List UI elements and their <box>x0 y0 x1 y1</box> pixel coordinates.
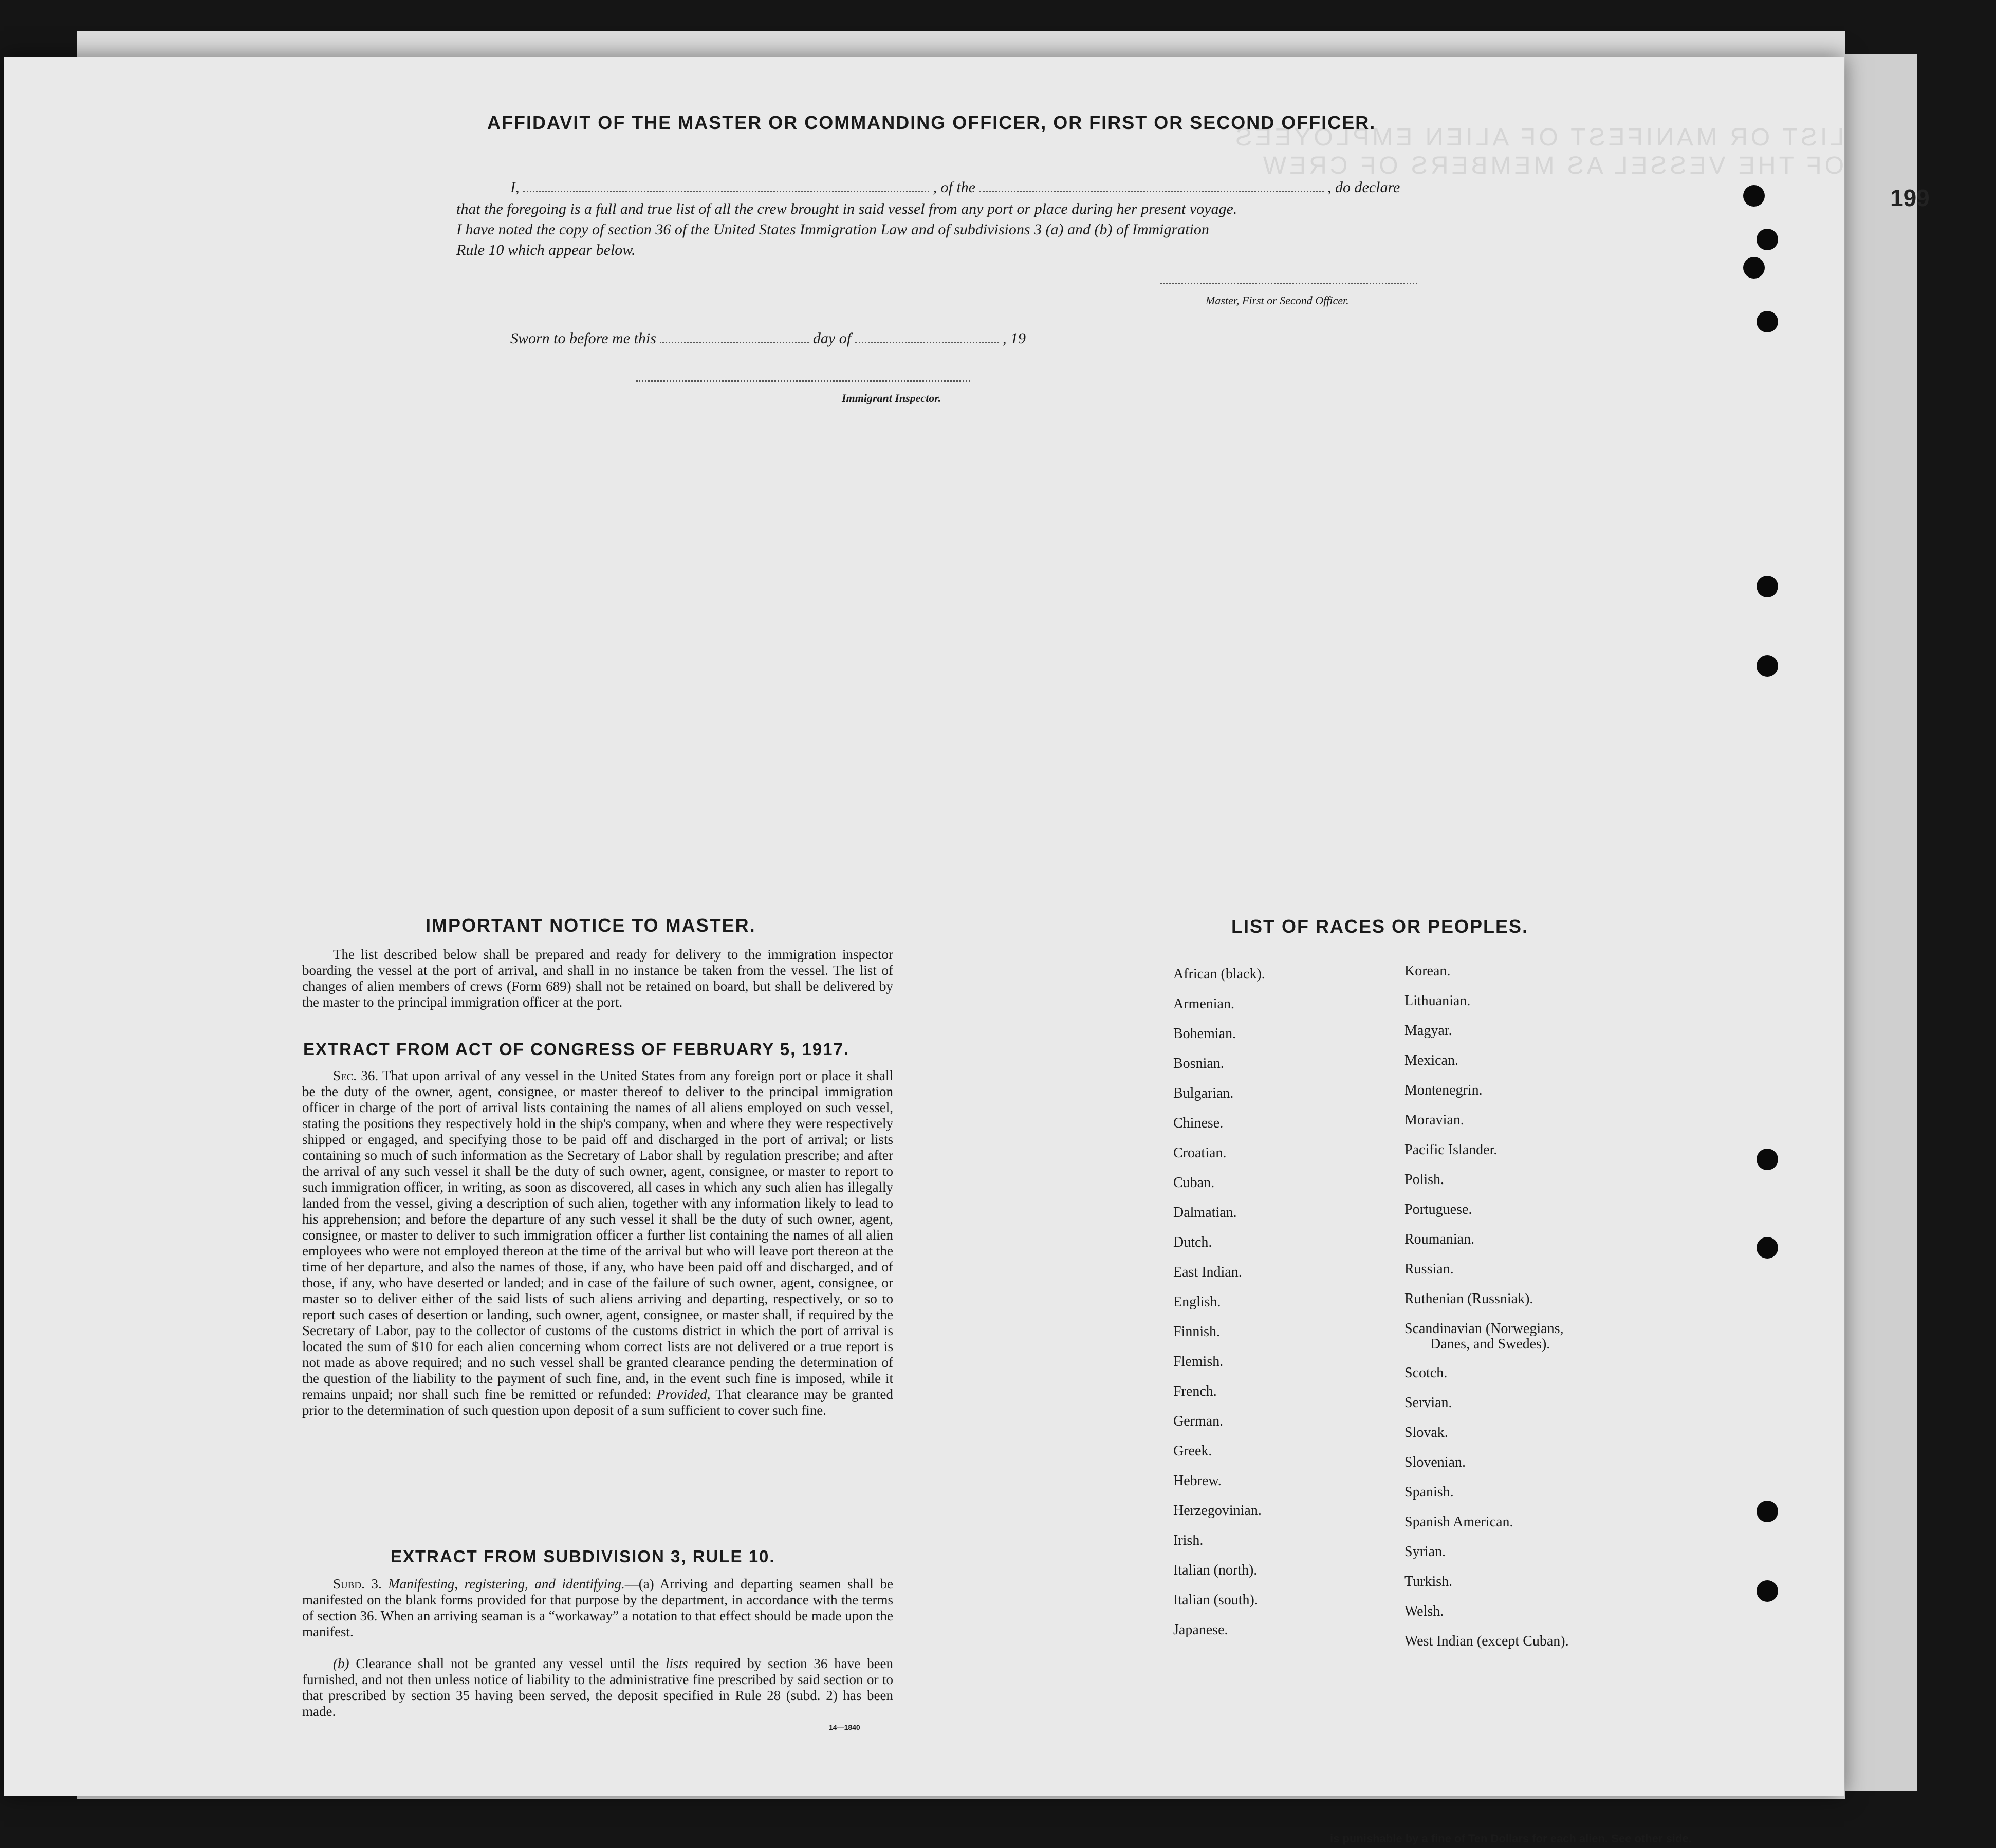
sec-label: Sec. 36. <box>333 1068 379 1083</box>
act-text-end: That clearance may be granted prior to the determination of such question upon deposit of a sum sufficient to cover such fine. <box>302 1387 893 1418</box>
race-item: Hebrew. <box>1173 1473 1222 1489</box>
subd-heading: Manifesting, registering, and identifying. <box>388 1576 625 1592</box>
race-item: Portuguese. <box>1404 1202 1472 1217</box>
race-item: German. <box>1173 1413 1224 1429</box>
affidavit-i: I, <box>510 179 520 196</box>
race-item: Japanese. <box>1173 1622 1228 1638</box>
binder-hole <box>1757 1149 1778 1170</box>
footer-note: is punishable by a fine of Ten Dollars for each alien. See other side. <box>1330 1832 1692 1845</box>
binder-hole <box>1757 1237 1778 1259</box>
binder-hole <box>1757 576 1778 597</box>
affidavit-title: AFFIDAVIT OF THE MASTER OR COMMANDING OFFICER, OR FIRST OR SECOND OFFICER. <box>487 112 1376 133</box>
para-b-label: (b) <box>333 1656 349 1671</box>
race-item: Magyar. <box>1404 1023 1452 1039</box>
inspector-caption: Immigrant Inspector. <box>842 392 941 404</box>
race-item: Bulgarian. <box>1173 1085 1234 1101</box>
race-item: Slovak. <box>1404 1425 1448 1440</box>
sworn-text: Sworn to before me this <box>510 330 656 347</box>
binder-hole <box>1757 311 1778 332</box>
affidavit-body-line3: Rule 10 which appear below. <box>456 242 636 258</box>
stamp-number: 199 <box>1890 184 1930 211</box>
race-item: Mexican. <box>1404 1052 1458 1068</box>
race-item: African (black). <box>1173 966 1265 982</box>
race-item: Cuban. <box>1173 1175 1215 1191</box>
act-extract-title: EXTRACT FROM ACT OF CONGRESS OF FEBRUARY 5, 1917. <box>303 1040 850 1059</box>
act-extract-body <box>302 1068 893 1418</box>
affidavit-declare: , do declare <box>1327 179 1400 196</box>
para-b-lists: lists <box>666 1656 688 1671</box>
race-item: Korean. <box>1404 963 1451 979</box>
race-item: Flemish. <box>1173 1354 1224 1370</box>
race-item: Ruthenian (Russniak). <box>1404 1291 1533 1307</box>
race-item: Croatian. <box>1173 1145 1227 1161</box>
subd-para-a: —(a) Arriving and departing seamen shall be manifested on the blank forms provided for that purpose by the department, in accordance with the terms of section 36. When an arriving seaman is a “workaway” a notation to that effect should be made upon the manifest. <box>302 1576 893 1639</box>
races-title: LIST OF RACES OR PEOPLES. <box>1231 916 1529 937</box>
race-item: Polish. <box>1404 1172 1445 1188</box>
race-item: Herzegovinian. <box>1173 1503 1262 1519</box>
provided-word: Provided, <box>656 1387 711 1402</box>
rule-para-a <box>302 1576 893 1640</box>
race-item: Scandinavian (Norwegians, <box>1404 1321 1564 1337</box>
race-item: Dalmatian. <box>1173 1205 1237 1221</box>
vessel-blank <box>979 191 1324 192</box>
document-sheet <box>4 57 1930 1845</box>
race-item: Chinese. <box>1173 1115 1224 1131</box>
race-item: Welsh. <box>1404 1603 1444 1619</box>
para-b-2: required by section 36 have been furnished, and not then unless notice of liability to the administrative fine prescribed by said section or to that prescribed by section 35 having been served, the deposit specified in Rule 28 (subd. 2) has been made. <box>302 1656 894 1719</box>
race-item: West Indian (except Cuban). <box>1404 1633 1569 1649</box>
race-item: Moravian. <box>1404 1112 1464 1128</box>
race-item: Lithuanian. <box>1404 993 1471 1009</box>
race-item: Bosnian. <box>1173 1056 1224 1071</box>
race-item: English. <box>1173 1294 1221 1310</box>
race-item: French. <box>1173 1383 1217 1399</box>
binder-hole <box>1757 1501 1778 1522</box>
binder-hole <box>1743 257 1765 279</box>
race-item: Montenegrin. <box>1404 1082 1483 1098</box>
binder-hole <box>1757 229 1778 250</box>
race-item: Irish. <box>1173 1532 1204 1548</box>
sworn-line <box>510 330 1026 347</box>
race-item: Syrian. <box>1404 1544 1446 1560</box>
affidavit-line1 <box>510 179 1400 196</box>
master-signature-caption: Master, First or Second Officer. <box>1206 294 1349 307</box>
rule-para-b <box>302 1656 893 1720</box>
race-item: Roumanian. <box>1404 1231 1475 1247</box>
race-item: Spanish American. <box>1404 1514 1513 1530</box>
rule-extract-title: EXTRACT FROM SUBDIVISION 3, RULE 10. <box>391 1547 775 1566</box>
race-item: Danes, and Swedes). <box>1430 1336 1550 1352</box>
master-signature-line <box>1160 283 1417 284</box>
race-item: Russian. <box>1404 1261 1454 1277</box>
affidavit-body-line2: I have noted the copy of section 36 of the United States Immigration Law and of subdivisions 3 (a) and (b) of Immigration <box>456 221 1209 238</box>
print-code: 14—1840 <box>829 1723 860 1731</box>
binder-hole <box>1757 1580 1778 1602</box>
para-b-1: Clearance shall not be granted any vessel until the <box>356 1656 659 1671</box>
race-item: Italian (south). <box>1173 1592 1258 1608</box>
binder-hole <box>1743 185 1765 207</box>
race-item: Greek. <box>1173 1443 1212 1459</box>
name-blank <box>523 191 929 192</box>
race-item: Finnish. <box>1173 1324 1221 1340</box>
race-item: Turkish. <box>1404 1574 1453 1590</box>
affidavit-of-the: , of the <box>933 179 975 196</box>
race-item: Dutch. <box>1173 1234 1212 1250</box>
race-item: Slovenian. <box>1404 1454 1466 1470</box>
notice-title: IMPORTANT NOTICE TO MASTER. <box>426 915 756 936</box>
race-item: Servian. <box>1404 1395 1452 1411</box>
race-item: Armenian. <box>1173 996 1234 1012</box>
race-item: Italian (north). <box>1173 1562 1258 1578</box>
inspector-signature-line <box>636 380 970 382</box>
affidavit-body-line1: that the foregoing is a full and true list of all the crew brought in said vessel from any port or place during her present voyage. <box>456 200 1237 217</box>
show-through-text: LIST OR MANIFEST OF ALIEN EMPLOYEES OF THE VESSEL AS MEMBERS OF CREW <box>1232 124 1844 179</box>
year-text: , 19 <box>1003 330 1026 347</box>
race-item: Spanish. <box>1404 1484 1454 1500</box>
race-item: Bohemian. <box>1173 1026 1236 1042</box>
subd-label: Subd. 3. <box>333 1576 382 1592</box>
notice-body: The list described below shall be prepared and ready for delivery to the immigration inspector boarding the vessel at the port of arrival, and shall in no instance be taken from the vessel. The list of changes of alien members of crews (Form 689) shall not be retained on board, but shall be delivered by the master to the principal immigration officer at the port. <box>302 947 893 1010</box>
binder-hole <box>1757 655 1778 677</box>
race-item: East Indian. <box>1173 1264 1242 1280</box>
act-text: That upon arrival of any vessel in the United States from any foreign port or place it shall be the duty of the owner, agent, consignee, or master thereof to deliver to the principal immigration officer in charge of the port of arrival lists containing the names of all aliens employed on such vessel, stating the positions they respectively hold in the ship's company, when and where they were respectively shipped or engaged, and specifying those to be paid off and discharged in the port of arrival; or lists containing so much of such information as the Secretary of Labor shall by regulation prescribe; and after the arrival of any such vessel it shall be the duty of such owner, agent, consignee, or master to report to such immigration officer, in writing, as soon as discovered, all cases in which any such alien has illegally landed from the vessel, giving a description of such alien, together with any information likely to lead to his apprehension; and before the departure of any such vessel it shall be the duty of such owner, agent, consignee, or master to deliver to such immigration officer a further list containing the names of all alien employees who were not employed thereon at the time of the arrival but who will leave port thereon at the time of her departure, and also the names of those, if any, who have been paid off and discharged, and of those, if any, who have deserted or landed; and in case of the failure of such owner, agent, consignee, or master so to deliver either of the said lists of such aliens arriving and departing, respectively, or so to report such cases of desertion or landing, such owner, agent, consignee, or master shall, if required by the Secretary of Labor, pay to the collector of customs of the customs district in which the port of arrival is located the sum of $10 for each alien concerning whom correct lists are not delivered or a true report is not made as above required; and no such vessel shall be granted clearance pending the determination of the question of the liability to the payment of such fine, and, in the event such fine is imposed, while it remains unpaid; nor shall such fine be remitted or refunded: <box>302 1068 894 1402</box>
race-item: Pacific Islander. <box>1404 1142 1498 1158</box>
sworn-month-blank <box>855 342 999 343</box>
day-of-text: day of <box>812 330 852 347</box>
sworn-day-blank <box>660 342 809 343</box>
race-item: Scotch. <box>1404 1365 1448 1381</box>
